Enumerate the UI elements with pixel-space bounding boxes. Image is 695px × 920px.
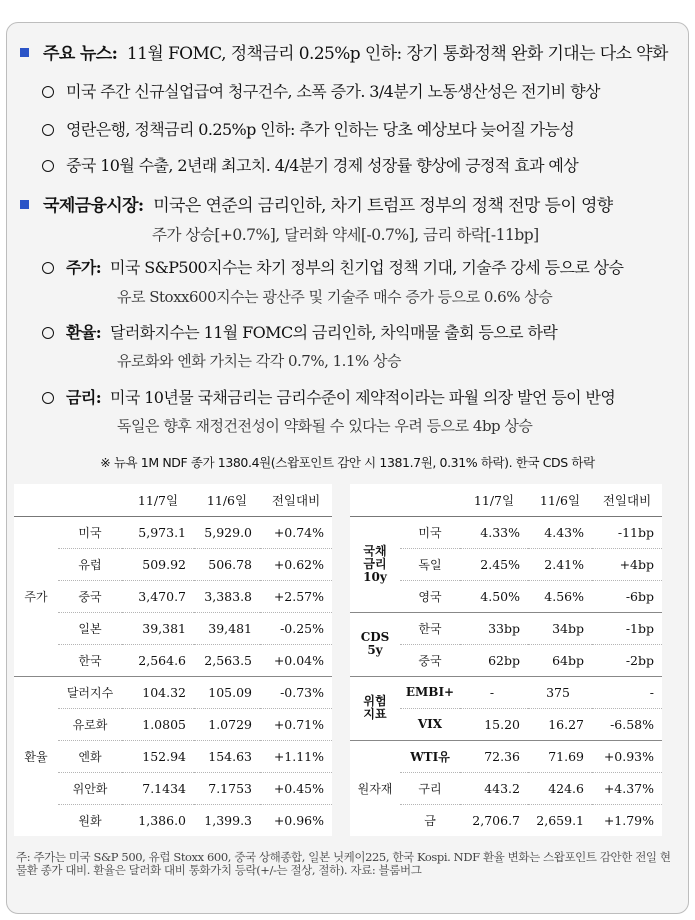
market-text: 미국은 연준의 금리인하, 차기 트럼프 정부의 정책 전망 등이 영향 (153, 196, 613, 216)
market-item-rates: 금리: 미국 10년물 국채금리는 금리수준이 제약적이라는 파월 의장 발언 등이 반영 (42, 385, 615, 408)
table-row: 유로화 1.0805 1.0729 +0.71% (14, 708, 332, 740)
table-row: 주가 미국 5,973.1 5,929.0 +0.74% (14, 516, 332, 548)
table-row: 원화 1,386.0 1,399.3 +0.96% (78, 812, 324, 828)
table-row: 엔화 152.94 154.63 +1.11% (14, 740, 332, 772)
table-row: 한국 2,564.6 2,563.5 +0.04% (14, 644, 332, 676)
ndf-note: ※ 뉴욕 1M NDF 종가 1380.4원(스왑포인트 감안 시 1381.7원, 0.31% 하락). 한국 CDS 하락 (100, 455, 595, 470)
news-bullet-3: 중국 10월 수출, 2년래 최고치. 4/4분기 경제 성장률 향상에 긍정적 효과 예상 (42, 153, 578, 176)
table-row: 위안화 7.1434 7.1753 +0.45% (14, 772, 332, 804)
news-bullet-2: 영란은행, 정책금리 0.25%p 인하: 추가 인하는 당초 예상보다 늦어질 가능성 (42, 117, 574, 140)
table-row: VIX 15.20 16.27 -6.58% (350, 708, 662, 740)
circle-bullet-icon (42, 160, 54, 172)
market-heading (20, 191, 613, 216)
table-row: 국채 금리 10y 미국 4.33% 4.43% -11bp (350, 516, 662, 548)
table-row: 중국 3,470.7 3,383.8 +2.57% (14, 580, 332, 612)
group-label: 주가 (14, 516, 58, 676)
table-row: 환율 달러지수 104.32 105.09 -0.73% (14, 676, 332, 708)
table-row: 일본 39,381 39,481 -0.25% (14, 612, 332, 644)
table-row: 금 2,706.7 2,659.1 +1.79% (424, 812, 654, 828)
news-bullet-1: 미국 주간 신규실업급여 청구건수, 소폭 증가. 3/4분기 노동생산성은 전기비 향상 (42, 79, 600, 102)
group-label: 국채 금리 10y (350, 516, 400, 612)
circle-bullet-icon (42, 327, 54, 339)
table-row: 위험 지표 EMBI+ - 375 - (350, 676, 662, 708)
table-header-row: 11/7일 11/6일 전일대비 (350, 484, 662, 516)
table-row: 유럽 509.92 506.78 +0.62% (14, 548, 332, 580)
left-data-table (14, 484, 332, 836)
table-row: CDS 5y 한국 33bp 34bp -1bp (350, 612, 662, 644)
circle-bullet-icon (42, 124, 54, 136)
square-bullet-icon (20, 200, 29, 209)
group-label: CDS 5y (350, 612, 400, 676)
market-item-rates-sub: 독일은 향후 재정건전성이 약화될 수 있다는 우려 등으로 4bp 상승 (117, 417, 533, 435)
table-row: 구리 443.2 424.6 +4.37% (350, 772, 662, 804)
right-data-table (350, 484, 662, 836)
table-row: 영국 4.50% 4.56% -6bp (350, 580, 662, 612)
circle-bullet-icon (42, 262, 54, 274)
table-row: 원자재 WTI유 72.36 71.69 +0.93% (350, 740, 662, 772)
market-key: 국제금융시장: (43, 196, 144, 216)
news-text: 11월 FOMC, 정책금리 0.25%p 인하: 장기 통화정책 완화 기대는 다소 약화 (126, 44, 668, 64)
news-heading (20, 39, 668, 64)
market-item-stocks-sub: 유로 Stoxx600지수는 광산주 및 기술주 매수 증가 등으로 0.6% 상승 (117, 288, 553, 306)
group-label: 원자재 (357, 781, 393, 796)
circle-bullet-icon (42, 392, 54, 404)
group-label: 위험 지표 (350, 676, 400, 740)
circle-bullet-icon (42, 86, 54, 98)
table-header-row: 11/7일 11/6일 전일대비 (14, 484, 332, 516)
market-summary: 주가 상승[+0.7%], 달러화 약세[-0.7%], 금리 하락[-11bp] (152, 226, 539, 244)
news-key: 주요 뉴스: (43, 44, 118, 64)
market-item-fx-sub: 유로화와 엔화 가치는 각각 0.7%, 1.1% 상승 (117, 352, 401, 370)
group-label: 환율 (24, 749, 48, 764)
table-row: 중국 62bp 64bp -2bp (350, 644, 662, 676)
square-bullet-icon (20, 48, 29, 57)
footnote: 주: 주가는 미국 S&P 500, 유럽 Stoxx 600, 중국 상해종합, 일본 닛케이225, 한국 Kospi. NDF 환율 변화는 스왑포인트 감안한 전일 현물환 종가 대비. 환율은 달러화 대비 통화가치 등락(+/-는 절상, 절하). 자료: 블룸버그 (16, 850, 671, 877)
table-row: 독일 2.45% 2.41% +4bp (350, 548, 662, 580)
market-item-fx: 환율: 달러화지수는 11월 FOMC의 금리인하, 차익매물 출회 등으로 하락 (42, 320, 557, 343)
market-item-stocks: 주가: 미국 S&P500지수는 차기 정부의 친기업 정책 기대, 기술주 강세 등으로 상승 (42, 255, 623, 278)
